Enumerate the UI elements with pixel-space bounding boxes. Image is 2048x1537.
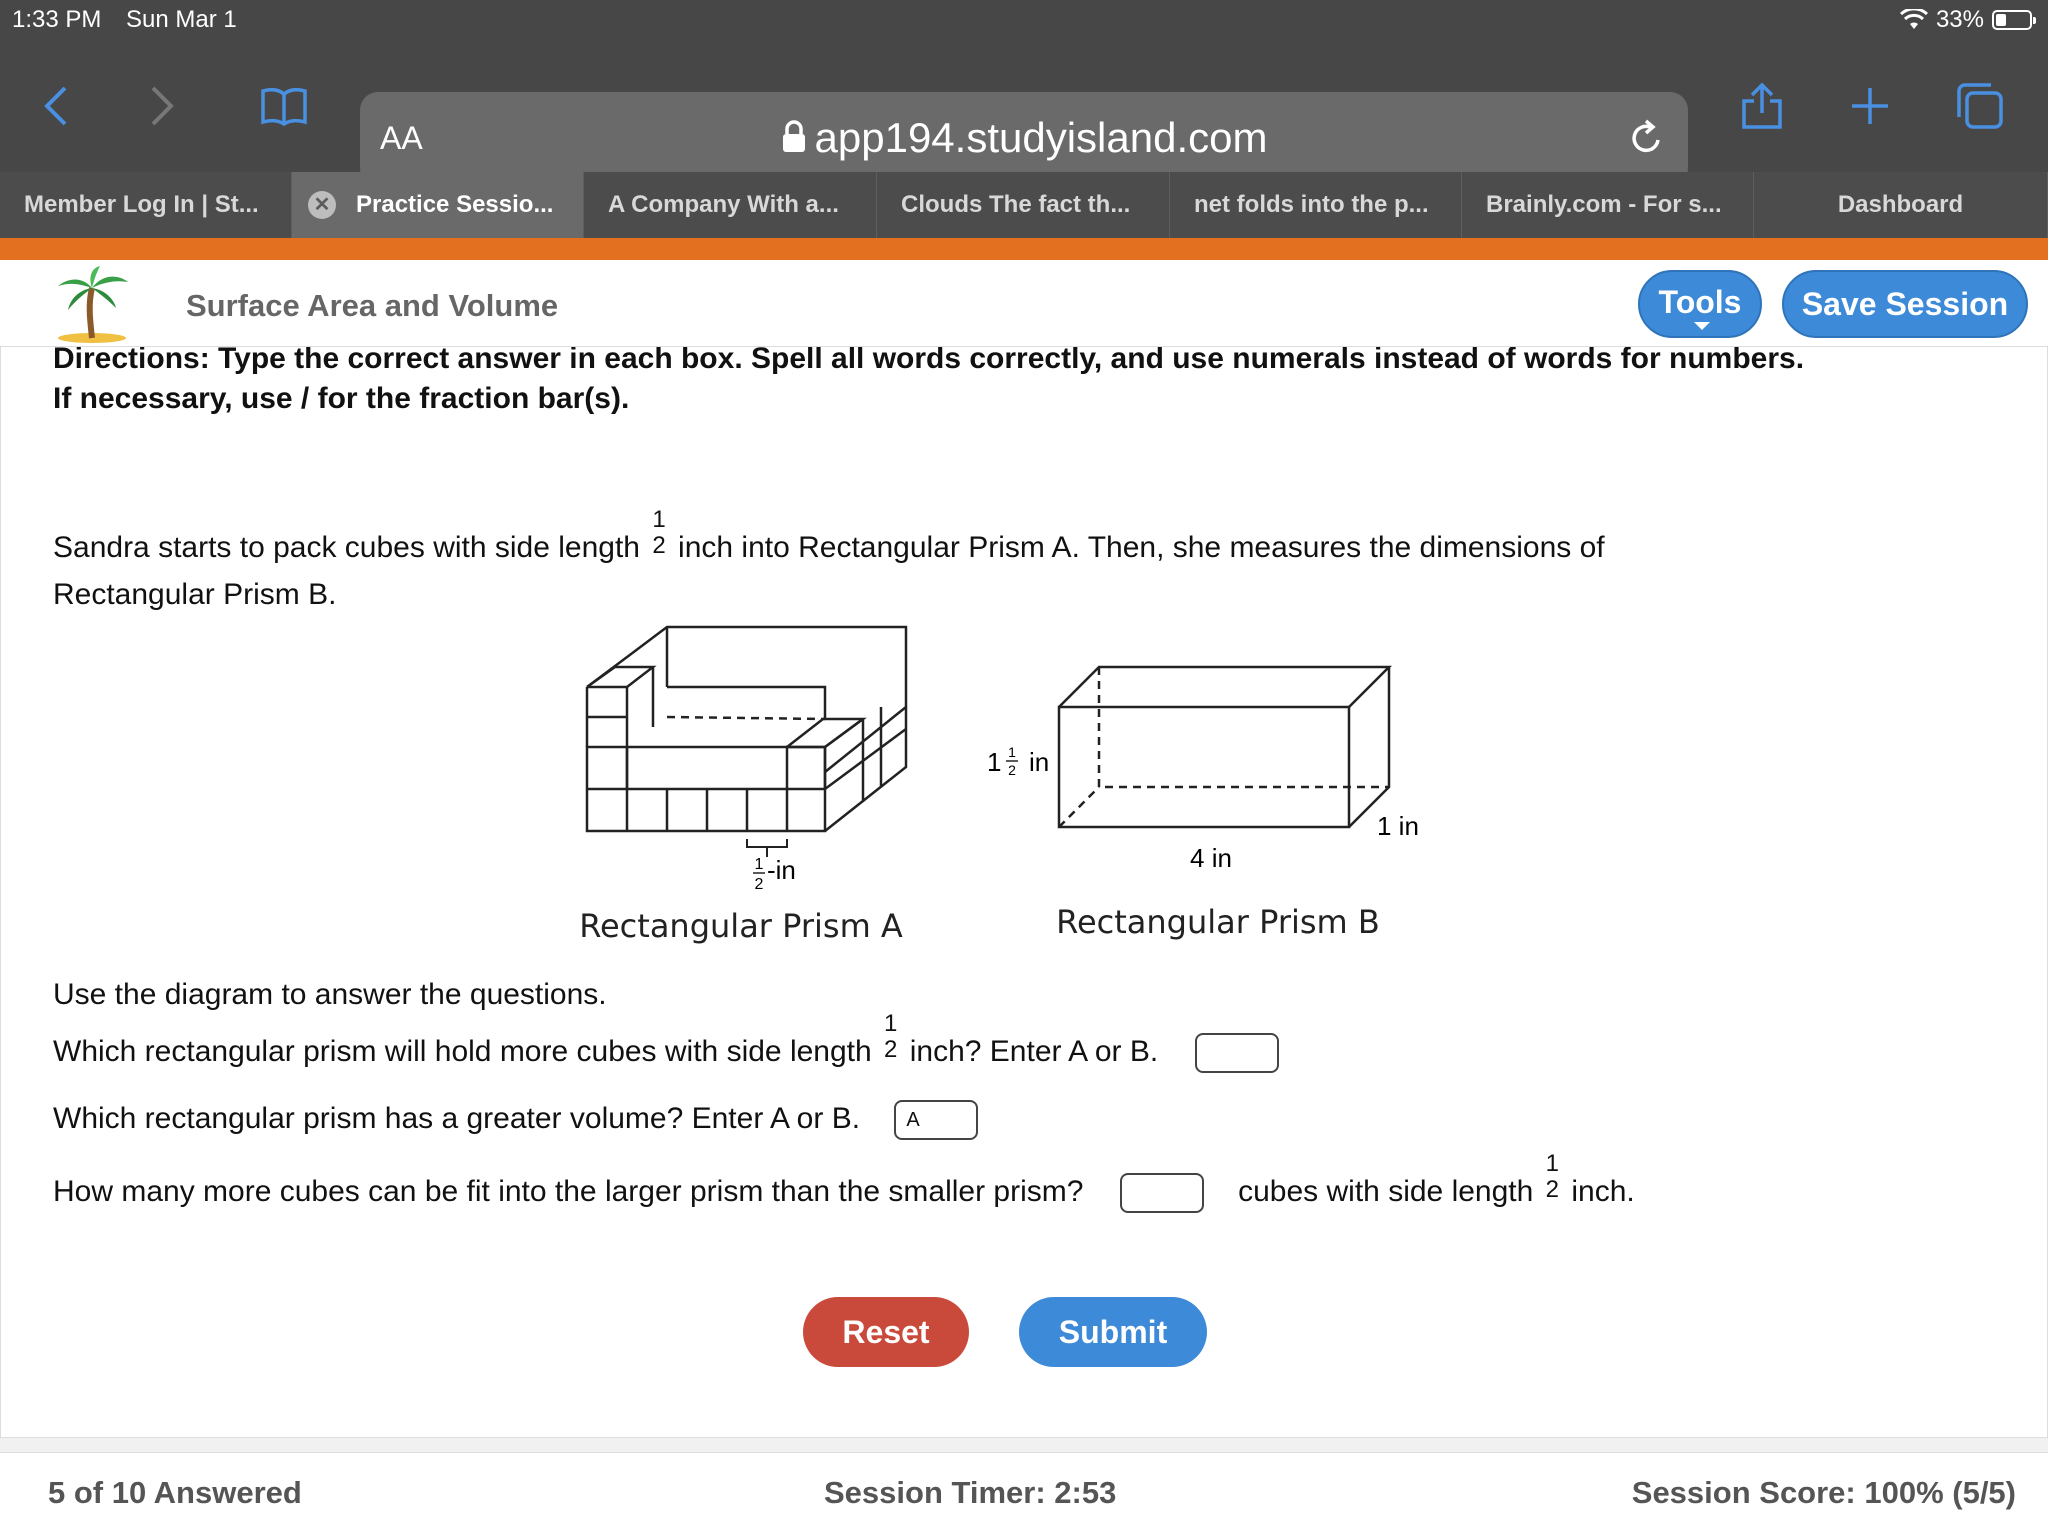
q2-answer-input[interactable]: A xyxy=(894,1100,978,1140)
tab-member-login[interactable] xyxy=(0,172,292,238)
status-right xyxy=(1900,6,2032,34)
tab-label: Clouds The fact th... xyxy=(901,191,1131,218)
page-title: Surface Area and Volume xyxy=(186,288,559,323)
palm-island-logo xyxy=(48,264,138,344)
prism-b-label: Rectangular Prism B xyxy=(1056,903,1380,941)
tab-clouds[interactable] xyxy=(877,172,1170,238)
question-2 xyxy=(53,1099,978,1140)
instruction-text: Use the diagram to answer the questions. xyxy=(53,978,607,1011)
a-cube-unit: -in xyxy=(767,855,796,885)
tab-brainly[interactable] xyxy=(1462,172,1754,238)
b-length-label: 4 in xyxy=(1190,843,1232,873)
tab-label: Practice Sessio... xyxy=(356,191,554,218)
url-display[interactable] xyxy=(360,114,1688,162)
battery-percent: 33% xyxy=(1935,6,1984,33)
prism-b-drawing xyxy=(1059,667,1389,827)
session-score: Session Score: 100% (5/5) xyxy=(1631,1475,2016,1510)
new-tab-icon[interactable] xyxy=(1840,76,1900,136)
tab-net-folds[interactable] xyxy=(1170,172,1462,238)
q2-text: Which rectangular prism has a greater volume? Enter A or B. xyxy=(53,1102,861,1135)
q1-part1: Which rectangular prism will hold more cubes with side length xyxy=(53,1034,872,1068)
a-frac-num: 1 xyxy=(754,856,764,873)
answered-count: 5 of 10 Answered xyxy=(48,1475,302,1510)
browser-tabs xyxy=(0,172,2048,238)
prism-a-label: Rectangular Prism A xyxy=(579,907,903,945)
tab-company[interactable] xyxy=(584,172,877,238)
q3-part1: How many more cubes can be fit into the larger prism than the smaller prism? xyxy=(53,1174,1084,1208)
orange-accent-bar xyxy=(0,238,2048,260)
session-timer: Session Timer: 2:53 xyxy=(824,1475,1117,1510)
submit-button[interactable]: Submit xyxy=(1019,1297,1207,1367)
directions-text: Directions: Type the correct answer in each box. Spell all words correctly, and use numerals instead of words for numbers. If necessary, use / for the fraction bar(s). xyxy=(53,346,1805,415)
caret-down-icon xyxy=(1694,322,1710,330)
back-icon[interactable] xyxy=(26,76,86,136)
wifi-icon xyxy=(1900,9,1928,31)
b-depth-label: 1 in xyxy=(1377,811,1419,841)
battery-icon xyxy=(1992,10,2032,30)
app-header xyxy=(0,260,2048,347)
a-frac-den: 2 xyxy=(754,876,764,893)
tab-label: net folds into the p... xyxy=(1194,191,1429,218)
reader-aa-button[interactable]: AA xyxy=(380,120,423,156)
tab-label: Member Log In | St... xyxy=(24,191,259,218)
prisms-diagram xyxy=(561,607,1461,987)
q3-answer-input[interactable] xyxy=(1120,1173,1204,1213)
q3-part2: cubes with side length xyxy=(1238,1174,1534,1208)
save-session-button[interactable]: Save Session xyxy=(1782,270,2028,338)
intro-part1: Sandra starts to pack cubes with side length xyxy=(53,530,640,564)
tab-practice-session[interactable] xyxy=(292,172,584,238)
forward-icon[interactable] xyxy=(132,76,192,136)
fraction-one-half: 1 2 xyxy=(884,1010,898,1063)
session-footer xyxy=(0,1452,2048,1537)
tools-button[interactable] xyxy=(1638,270,1762,338)
tab-dashboard[interactable] xyxy=(1754,172,2048,238)
tabs-overview-icon[interactable] xyxy=(1950,76,2010,136)
bookmarks-icon[interactable] xyxy=(254,76,314,136)
browser-toolbar xyxy=(0,40,2048,172)
b-frac-num: 1 xyxy=(1008,744,1016,760)
fraction-one-half: 1 2 xyxy=(652,506,666,559)
status-time: 1:33 PM xyxy=(12,6,102,33)
question-panel xyxy=(0,346,2048,1438)
reload-icon[interactable] xyxy=(1628,118,1666,158)
tab-label: Dashboard xyxy=(1837,191,1964,218)
q1-part2: inch? Enter A or B. xyxy=(909,1034,1159,1068)
status-date: Sun Mar 1 xyxy=(126,6,237,33)
fraction-one-half: 1 2 xyxy=(1545,1150,1560,1203)
q1-answer-input[interactable] xyxy=(1195,1033,1279,1073)
status-bar xyxy=(0,0,2048,40)
b-height-unit: in xyxy=(1029,747,1050,777)
b-frac-den: 2 xyxy=(1008,762,1016,778)
close-tab-icon[interactable]: ✕ xyxy=(308,191,336,219)
lock-icon xyxy=(781,120,807,154)
q3-part3: inch. xyxy=(1571,1174,1635,1208)
tab-label: A Company With a... xyxy=(608,191,839,218)
question-1 xyxy=(53,1010,1279,1079)
share-icon[interactable] xyxy=(1732,76,1792,136)
reset-button[interactable]: Reset xyxy=(803,1297,969,1367)
b-height-whole: 1 xyxy=(987,747,1002,777)
intro-part2: inch into Rectangular Prism A. Then, she measures the dimensions of Rectangular Prism B. xyxy=(53,530,1605,611)
tools-label: Tools xyxy=(1658,284,1742,320)
question-3 xyxy=(53,1150,1635,1219)
tab-label: Brainly.com - For s... xyxy=(1486,191,1722,218)
url-text: app194.studyisland.com xyxy=(814,114,1268,161)
intro-text xyxy=(53,506,1773,615)
prism-a-drawing xyxy=(587,627,906,831)
